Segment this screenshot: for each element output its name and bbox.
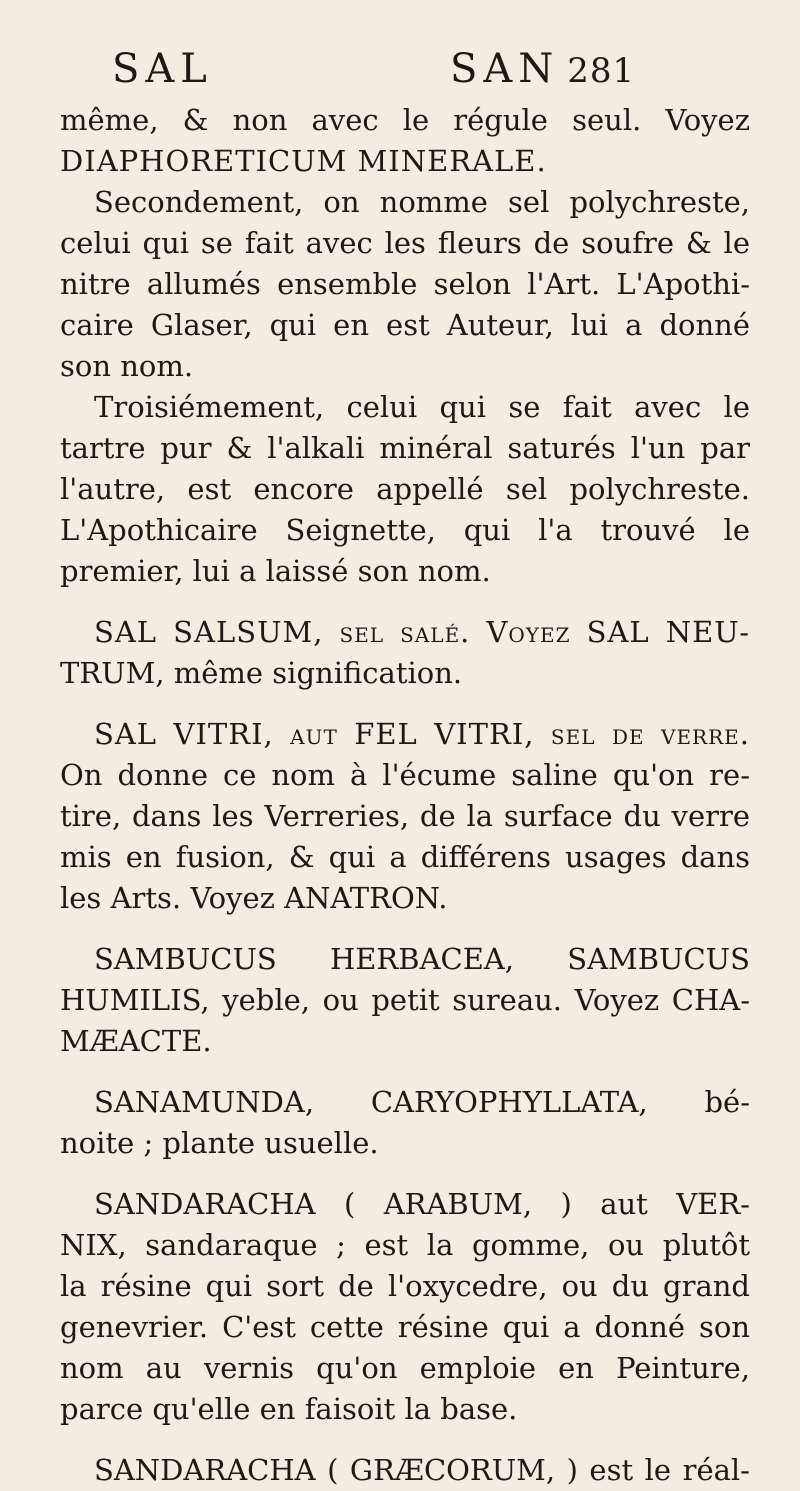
text-line: Secondement, on nomme sel polychreste, [94,185,750,219]
text-line: On donne ce nom à l'écume saline qu'on re- [60,758,750,792]
header-right-word: SAN [450,46,560,92]
text-line: nitre allumés ensemble selon l'Art. L'Apothi- [60,267,750,301]
text-line: HUMILIS, yeble, ou petit sureau. Voyez CHA- [60,983,750,1017]
text-line: son nom. [60,349,194,383]
text-line: la résine qui sort de l'oxycedre, ou du grand [60,1269,750,1303]
entry-heading-line: SAMBUCUS HERBACEA, SAMBUCUS [94,942,750,976]
text-line: premier, lui a laissé son nom. [60,554,491,588]
text-line: NIX, sandaraque ; est la gomme, ou plutôt [60,1228,750,1262]
text-line: caire Glaser, qui en est Auteur, lui a donné [60,308,750,342]
entry-heading-line: SANDARACHA ( GRÆCORUM, ) est le réal- [94,1453,750,1487]
text-line: noite ; plante usuelle. [60,1126,379,1160]
text-line: mis en fusion, & qui a différens usages dans [60,840,750,874]
text-line: TRUM, même signification. [60,656,463,690]
dictionary-text [60,100,750,1491]
text-line: nom au vernis qu'on emploie en Peinture, [60,1351,750,1385]
running-header [0,46,800,96]
page-number: 281 [567,51,636,91]
text-line: MÆACTE. [60,1024,212,1058]
text-line: genevrier. C'est cette résine qui a donné son [60,1310,750,1344]
text-line: Troisiémement, celui qui se fait avec le [94,390,750,424]
text-line: même, & non avec le régule seul. Voyez [60,103,750,137]
text-line: celui qui se fait avec les fleurs de soufre & le [60,226,750,260]
header-left: SAL [112,46,213,92]
entry-heading-line: SAL VITRI, aut FEL VITRI, sel de verre. [94,717,750,751]
text-line: L'Apothicaire Seignette, qui l'a trouvé le [60,513,750,547]
entry-heading-line: SANDARACHA ( ARABUM, ) aut VER- [94,1187,750,1221]
text-line: tire, dans les Verreries, de la surface du verre [60,799,750,833]
text-line: DIAPHORETICUM MINERALE. [60,144,547,178]
header-right [450,46,635,92]
text-line: parce qu'elle en faisoit la base. [60,1392,518,1426]
text-line: les Arts. Voyez ANATRON. [60,881,448,915]
entry-heading-line: SAL SALSUM, sel salé. Voyez SAL NEU- [94,615,750,649]
text-line: tartre pur & l'alkali minéral saturés l'un par [60,431,750,465]
entry-heading-line: SANAMUNDA, CARYOPHYLLATA, bé- [94,1085,750,1119]
text-line: l'autre, est encore appellé sel polychreste. [60,472,750,506]
